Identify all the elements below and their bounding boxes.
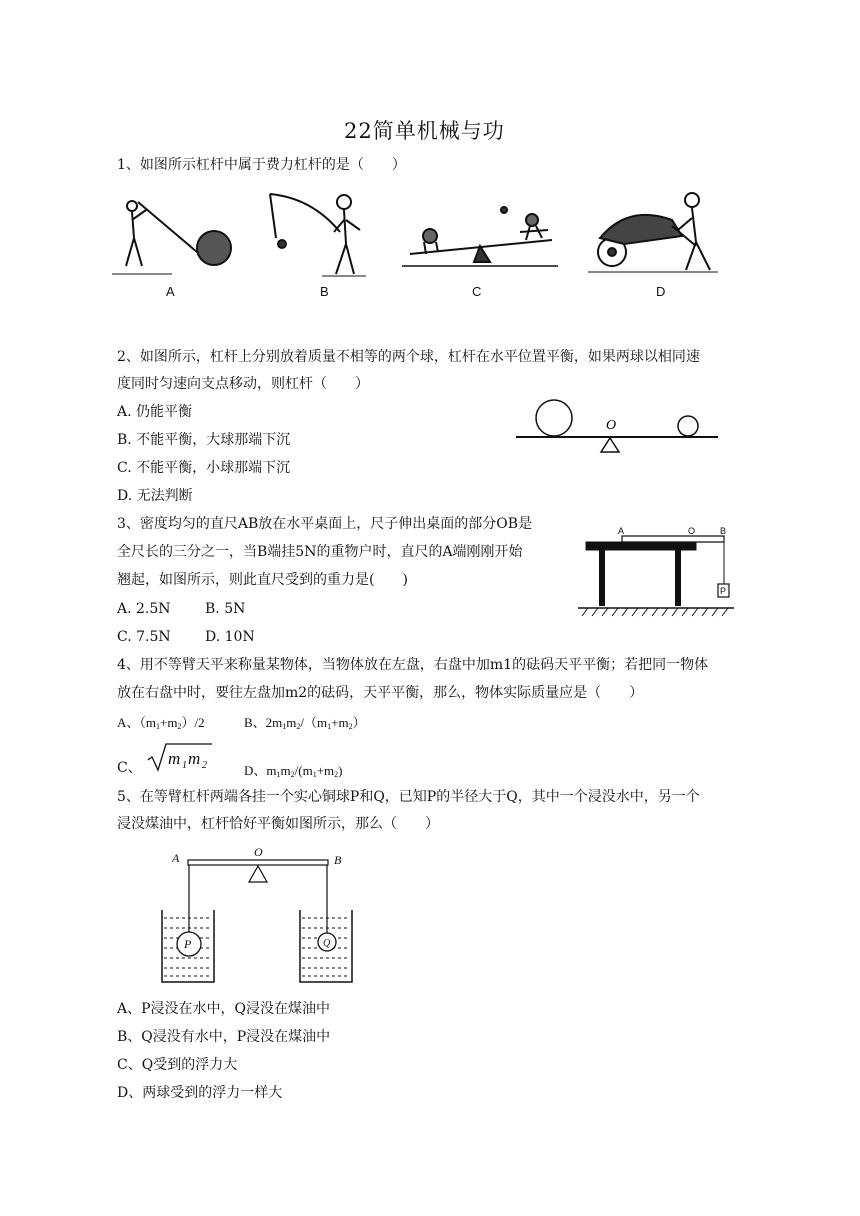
svg-text:1: 1 [182, 760, 187, 771]
q5-lever-figure [158, 844, 368, 990]
q5-option-b: B、Q浸没有水中，P浸没在煤油中 [117, 1029, 331, 1045]
q2-lever-figure [516, 398, 720, 458]
q2-option-c: C. 不能平衡，小球那端下沉 [117, 460, 291, 476]
q1-figure-d [588, 190, 728, 278]
q5-label-a: A [172, 851, 180, 865]
q5-stem-line2: 浸没煤油中，杠杆恰好平衡如图所示，那么（ ） [117, 816, 439, 832]
q1-figure-b [262, 188, 372, 282]
q4-option-d: D、$m_1m_2/(m_1+m_2)$ [244, 763, 343, 779]
q5-label-o: O [254, 845, 263, 859]
svg-text:2: 2 [202, 760, 207, 771]
q3-option-b: B. 5N [205, 601, 246, 617]
q2-option-b: B. 不能平衡，大球那端下沉 [117, 432, 291, 448]
q1-figure-c [402, 206, 562, 276]
q3-option-a: A. 2.5N [117, 601, 171, 617]
q3-option-d: D. 10N [205, 629, 255, 645]
q4-stem-line2: 放在右盘中时，要往左盘加m2的砝码，天平平衡，那么，物体实际质量应是（ ） [117, 685, 644, 701]
q3-stem-line1: 3、密度均匀的直尺AB放在水平桌面上，尺子伸出桌面的部分OB是 [117, 516, 533, 532]
q5-label-b: B [334, 853, 342, 867]
q4-option-b: B、$2m_1m_2/(m_1+m_2)$ [244, 715, 366, 731]
q4-option-c-sqrt [146, 740, 216, 774]
svg-text:m: m [168, 749, 181, 768]
q1-label-b: B [320, 284, 329, 299]
q2-stem-line2: 度同时匀速向支点移动，则杠杆（ ） [117, 376, 369, 392]
q3-ruler-figure [578, 526, 738, 618]
q1-figure-a [112, 190, 242, 280]
q1-stem: 1、如图所示杠杆中属于费力杠杆的是（ ） [117, 157, 406, 173]
q1-label-a: A [166, 284, 175, 299]
q4-option-c-label: C、 [117, 760, 142, 776]
q5-label-p: P [184, 937, 192, 951]
q5-label-q: Q [323, 938, 331, 949]
q5-stem-line1: 5、在等臂杠杆两端各挂一个实心铜球P和Q，已知P的半径大于Q，其中一个浸没水中，另一个 [117, 789, 700, 805]
q1-label-c: C [472, 284, 482, 299]
svg-text:m: m [188, 749, 201, 768]
q3-option-c: C. 7.5N [117, 629, 171, 645]
q3-label-p: P [720, 586, 727, 596]
q4-stem-line1: 4、用不等臂天平来称量某物体，当物体放在左盘，右盘中加m1的砝码天平平衡；若把同一物体 [117, 657, 709, 673]
q2-option-a: A. 仍能平衡 [117, 404, 193, 420]
q5-option-c: C、Q受到的浮力大 [117, 1057, 238, 1073]
q1-label-d: D [656, 284, 666, 299]
q3-stem-line3: 翘起，如图所示，则此直尺受到的重力是( ) [117, 572, 408, 588]
q4-option-a: A、$(m_1+m_2)/2$ [117, 715, 205, 731]
q2-fulcrum-label: O [606, 418, 617, 433]
q3-stem-line2: 全尺长的三分之一，当B端挂5N的重物户时，直尺的A端刚刚开始 [117, 544, 523, 560]
q5-option-a: A、P浸没在水中，Q浸没在煤油中 [117, 1001, 331, 1017]
q5-option-d: D、两球受到的浮力一样大 [117, 1085, 283, 1101]
page-title: 22简单机械与功 [344, 119, 505, 143]
q2-option-d: D. 无法判断 [117, 488, 193, 504]
q3-label-b: B [720, 526, 727, 536]
q3-label-o: O [688, 526, 696, 536]
q3-label-a: A [618, 526, 625, 536]
q2-stem-line1: 2、如图所示，杠杆上分别放着质量不相等的两个球，杠杆在水平位置平衡，如果两球以相同速 [117, 349, 700, 365]
